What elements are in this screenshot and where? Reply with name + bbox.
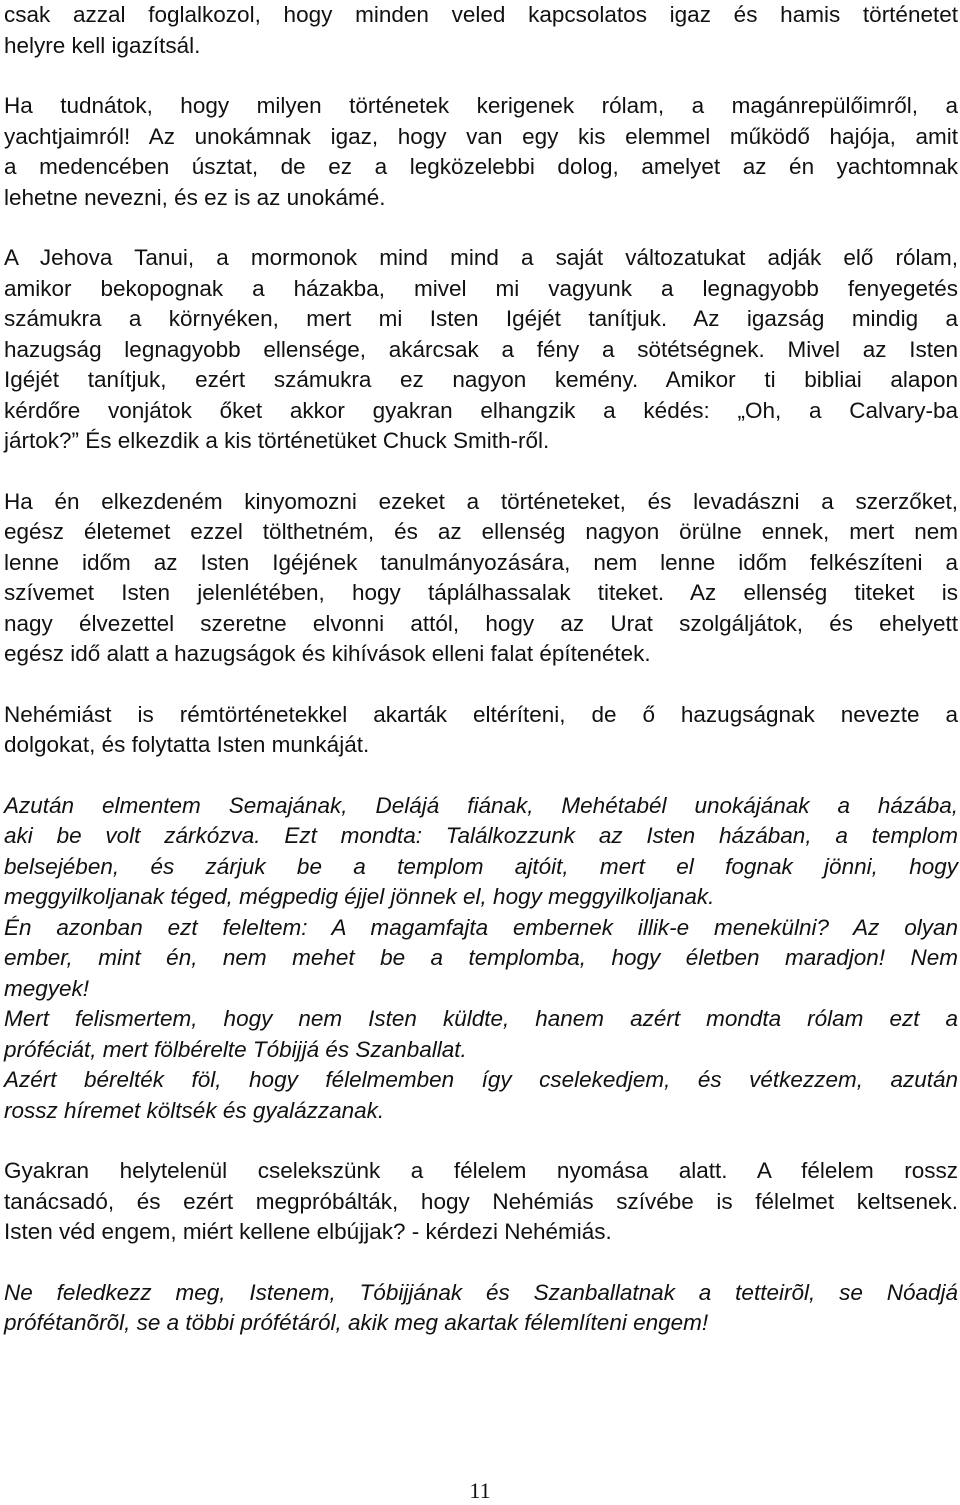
text-line: számukra a környéken, mert mi Isten Igéjét tanítjuk. Az igazság mindig a xyxy=(4,306,958,331)
text-line: rossz híremet költsék és gyalázzanak. xyxy=(4,1097,385,1123)
text-line: Azért bérelték föl, hogy félelmemben így cselekedjem, és vétkezzem, azután xyxy=(4,1067,958,1092)
text-line: Mert felismertem, hogy nem Isten küldte, hanem azért mondta rólam ezt a xyxy=(4,1006,958,1031)
paragraph-gap xyxy=(4,1126,958,1156)
scripture-quote-paragraph xyxy=(4,791,958,1127)
text-line: A Jehova Tanui, a mormonok mind mind a saját változatukat adják elő rólam, xyxy=(4,245,958,270)
text-line: Ne feledkezz meg, Istenem, Tóbijjának és Szanballatnak a tetteirõl, se Nóadjá xyxy=(4,1279,958,1305)
paragraph-gap xyxy=(4,1248,958,1278)
text-line: próféciát, mert fölbérelte Tóbijjá és Szanballat. xyxy=(4,1036,467,1062)
text-line: Azután elmentem Semajának, Delájá fiának, Mehétabél unokájának a házába, xyxy=(4,792,958,818)
text-line: prófétanõrõl, se a többi prófétáról, akik meg akartak félemlíteni engem! xyxy=(4,1310,709,1335)
paragraph-gap xyxy=(4,670,958,700)
paragraph-gap xyxy=(4,213,958,243)
text-line: egész idő alatt a hazugságok és kihívások elleni falat építenétek. xyxy=(4,641,651,666)
paragraph-7 xyxy=(4,1156,958,1248)
text-line: szívemet Isten jelenlétében, hogy táplálhassalak titeket. Az ellenség titeket is xyxy=(4,580,958,605)
text-line: helyre kell igazítsál. xyxy=(4,32,201,58)
text-line: egész életemet ezzel tölthetném, és az ellenség nagyon örülne ennek, mert nem xyxy=(4,519,958,544)
text-line: Ha tudnátok, hogy milyen történetek kerigenek rólam, a magánrepülőimről, a xyxy=(4,93,958,118)
text-line: lehetne nevezni, és ez is az unokámé. xyxy=(4,184,386,210)
text-line: aki be volt zárkózva. Ezt mondta: Találkozzunk az Isten házában, a templom xyxy=(4,823,958,848)
text-line: kérdőre vonjátok őket akkor gyakran elhangzik a kédés: „Oh, a Calvary-ba xyxy=(4,397,958,423)
text-line: Nehémiást is rémtörténetekkel akarták eltéríteni, de ő hazugságnak nevezte a xyxy=(4,701,958,727)
text-line: Én azonban ezt feleltem: A magamfajta embernek illik-e menekülni? Az olyan xyxy=(4,914,958,940)
page-number: 11 xyxy=(469,1478,491,1503)
text-line: hazugság legnagyobb ellensége, akárcsak a fény a sötétségnek. Mivel az Isten xyxy=(4,336,958,362)
text-line: Gyakran helytelenül cselekszünk a félelem nyomása alatt. A félelem rossz xyxy=(4,1158,958,1183)
text-line: amikor bekopognak a házakba, mivel mi vagyunk a legnagyobb fenyegetés xyxy=(4,275,958,301)
text-line: belsejében, és zárjuk be a templom ajtóit, mert el fognak jönni, hogy xyxy=(4,853,958,879)
paragraph-gap xyxy=(4,761,958,791)
text-line: lenne időm az Isten Igéjének tanulmányozására, nem lenne időm felkészíteni a xyxy=(4,549,958,575)
paragraph-5 xyxy=(4,700,958,761)
paragraph-2 xyxy=(4,91,958,213)
text-line: Ha én elkezdeném kinyomozni ezeket a történeteket, és levadászni a szerzőket, xyxy=(4,488,958,514)
text-line: csak azzal foglalkozol, hogy minden veled kapcsolatos igaz és hamis történetet xyxy=(4,2,958,27)
text-line: nagy élvezettel szeretne elvonni attól, hogy az Urat szolgáljátok, és ehelyett xyxy=(4,610,958,636)
text-line: jártok?” És elkezdik a kis történetüket Chuck Smith-ről. xyxy=(4,428,550,453)
text-line: tanácsadó, és ezért megpróbálták, hogy Nehémiás szívébe is félelmet keltsenek. xyxy=(4,1188,958,1214)
document-page xyxy=(4,0,958,1339)
text-line: yachtjaimról! Az unokámnak igaz, hogy van egy kis elemmel működő hajója, amit xyxy=(4,123,958,149)
text-line: Igéjét tanítjuk, ezért számukra ez nagyon kemény. Amikor ti bibliai alapon xyxy=(4,367,958,392)
text-line: meggyilkoljanak téged, mégpedig éjjel jönnek el, hogy meggyilkoljanak. xyxy=(4,884,715,909)
text-line: megyek! xyxy=(4,975,90,1001)
text-line: ember, mint én, nem mehet be a templomba, hogy életben maradjon! Nem xyxy=(4,945,958,970)
text-line: a medencében úsztat, de ez a legközelebbi dolog, amelyet az én yachtomnak xyxy=(4,154,958,179)
paragraph-gap xyxy=(4,457,958,487)
text-line: dolgokat, és folytatta Isten munkáját. xyxy=(4,732,370,757)
paragraph-3 xyxy=(4,243,958,457)
text-line: Isten véd engem, miért kellene elbújjak? - kérdezi Nehémiás. xyxy=(4,1219,612,1244)
paragraph-gap xyxy=(4,61,958,91)
paragraph-1 xyxy=(4,0,958,61)
paragraph-4 xyxy=(4,487,958,670)
scripture-quote-closing xyxy=(4,1278,958,1339)
